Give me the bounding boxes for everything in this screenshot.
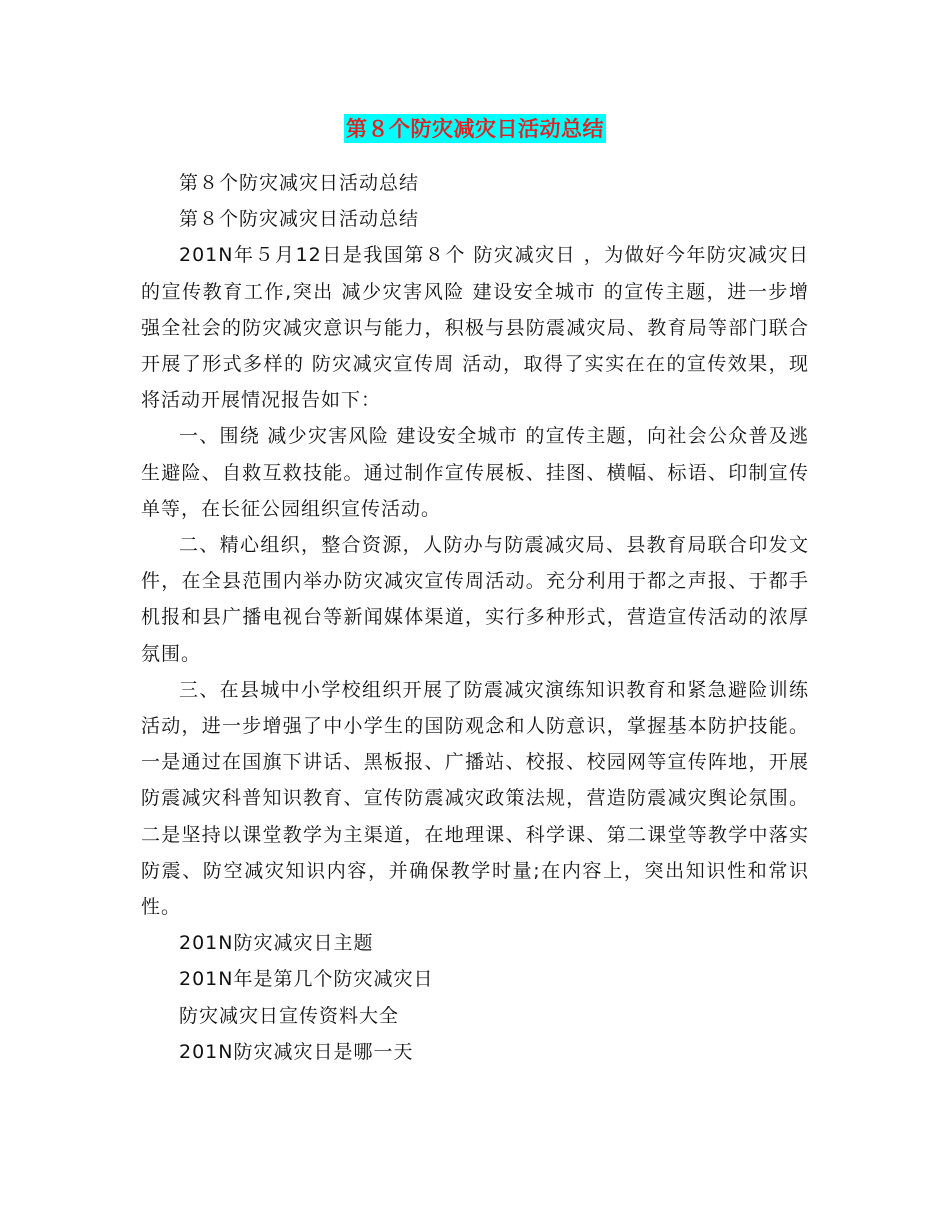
paragraph-1: 第８个防灾减灾日活动总结 <box>179 172 420 194</box>
paragraph-7: 201N防灾减灾日主题 <box>179 932 374 955</box>
title-wrapper <box>0 114 950 143</box>
paragraph-9: 防灾减灾日宣传资料大全 <box>179 1004 400 1027</box>
paragraph-10: 201N防灾减灾日是哪一天 <box>179 1040 414 1063</box>
document-body <box>141 165 809 1070</box>
paragraph-3: 201N年５月12日是我国第８个 防灾减灾日 ，为做好今年防灾减灾日的宣传教育工作,突出 减少灾害风险 建设安全城市 的宣传主题，进一步增强全社会的防灾减灾意识与能力，积极与县防震减灾局、教育局等部门联合开展了形式多样的 防灾减灾宣传周 活动，取得了实实在在的宣传效果，现将活动开展情况报告如下： <box>141 244 809 412</box>
document-title: 第８个防灾减灾日活动总结 <box>346 116 604 141</box>
paragraph-8: 201N年是第几个防灾减灾日 <box>179 968 434 991</box>
paragraph-5: 二、精心组织，整合资源，人防办与防震减灾局、县教育局联合印发文件，在全县范围内举办防灾减灾宣传周活动。充分利用于都之声报、于都手机报和县广播电视台等新闻媒体渠道，实行多种形式，营造宣传活动的浓厚氛围。 <box>141 534 809 665</box>
paragraph-4: 一、围绕 减少灾害风险 建设安全城市 的宣传主题，向社会公众普及逃生避险、自救互救技能。通过制作宣传展板、挂图、横幅、标语、印制宣传单等，在长征公园组织宣传活动。 <box>141 425 809 520</box>
paragraph-2: 第８个防灾减灾日活动总结 <box>179 208 420 231</box>
paragraph-6: 三、在县城中小学校组织开展了防震减灾演练知识教育和紧急避险训练活动，进一步增强了中小学生的国防观念和人防意识，掌握基本防护技能。一是通过在国旗下讲话、黑板报、广播站、校报、校园网等宣传阵地，开展防震减灾科普知识教育、宣传防震减灾政策法规，营造防震减灾舆论氛围。二是坚持以课堂教学为主渠道，在地理课、科学课、第二课堂等教学中落实防震、防空减灾知识内容，并确保教学时量;在内容上，突出知识性和常识性。 <box>141 678 809 919</box>
